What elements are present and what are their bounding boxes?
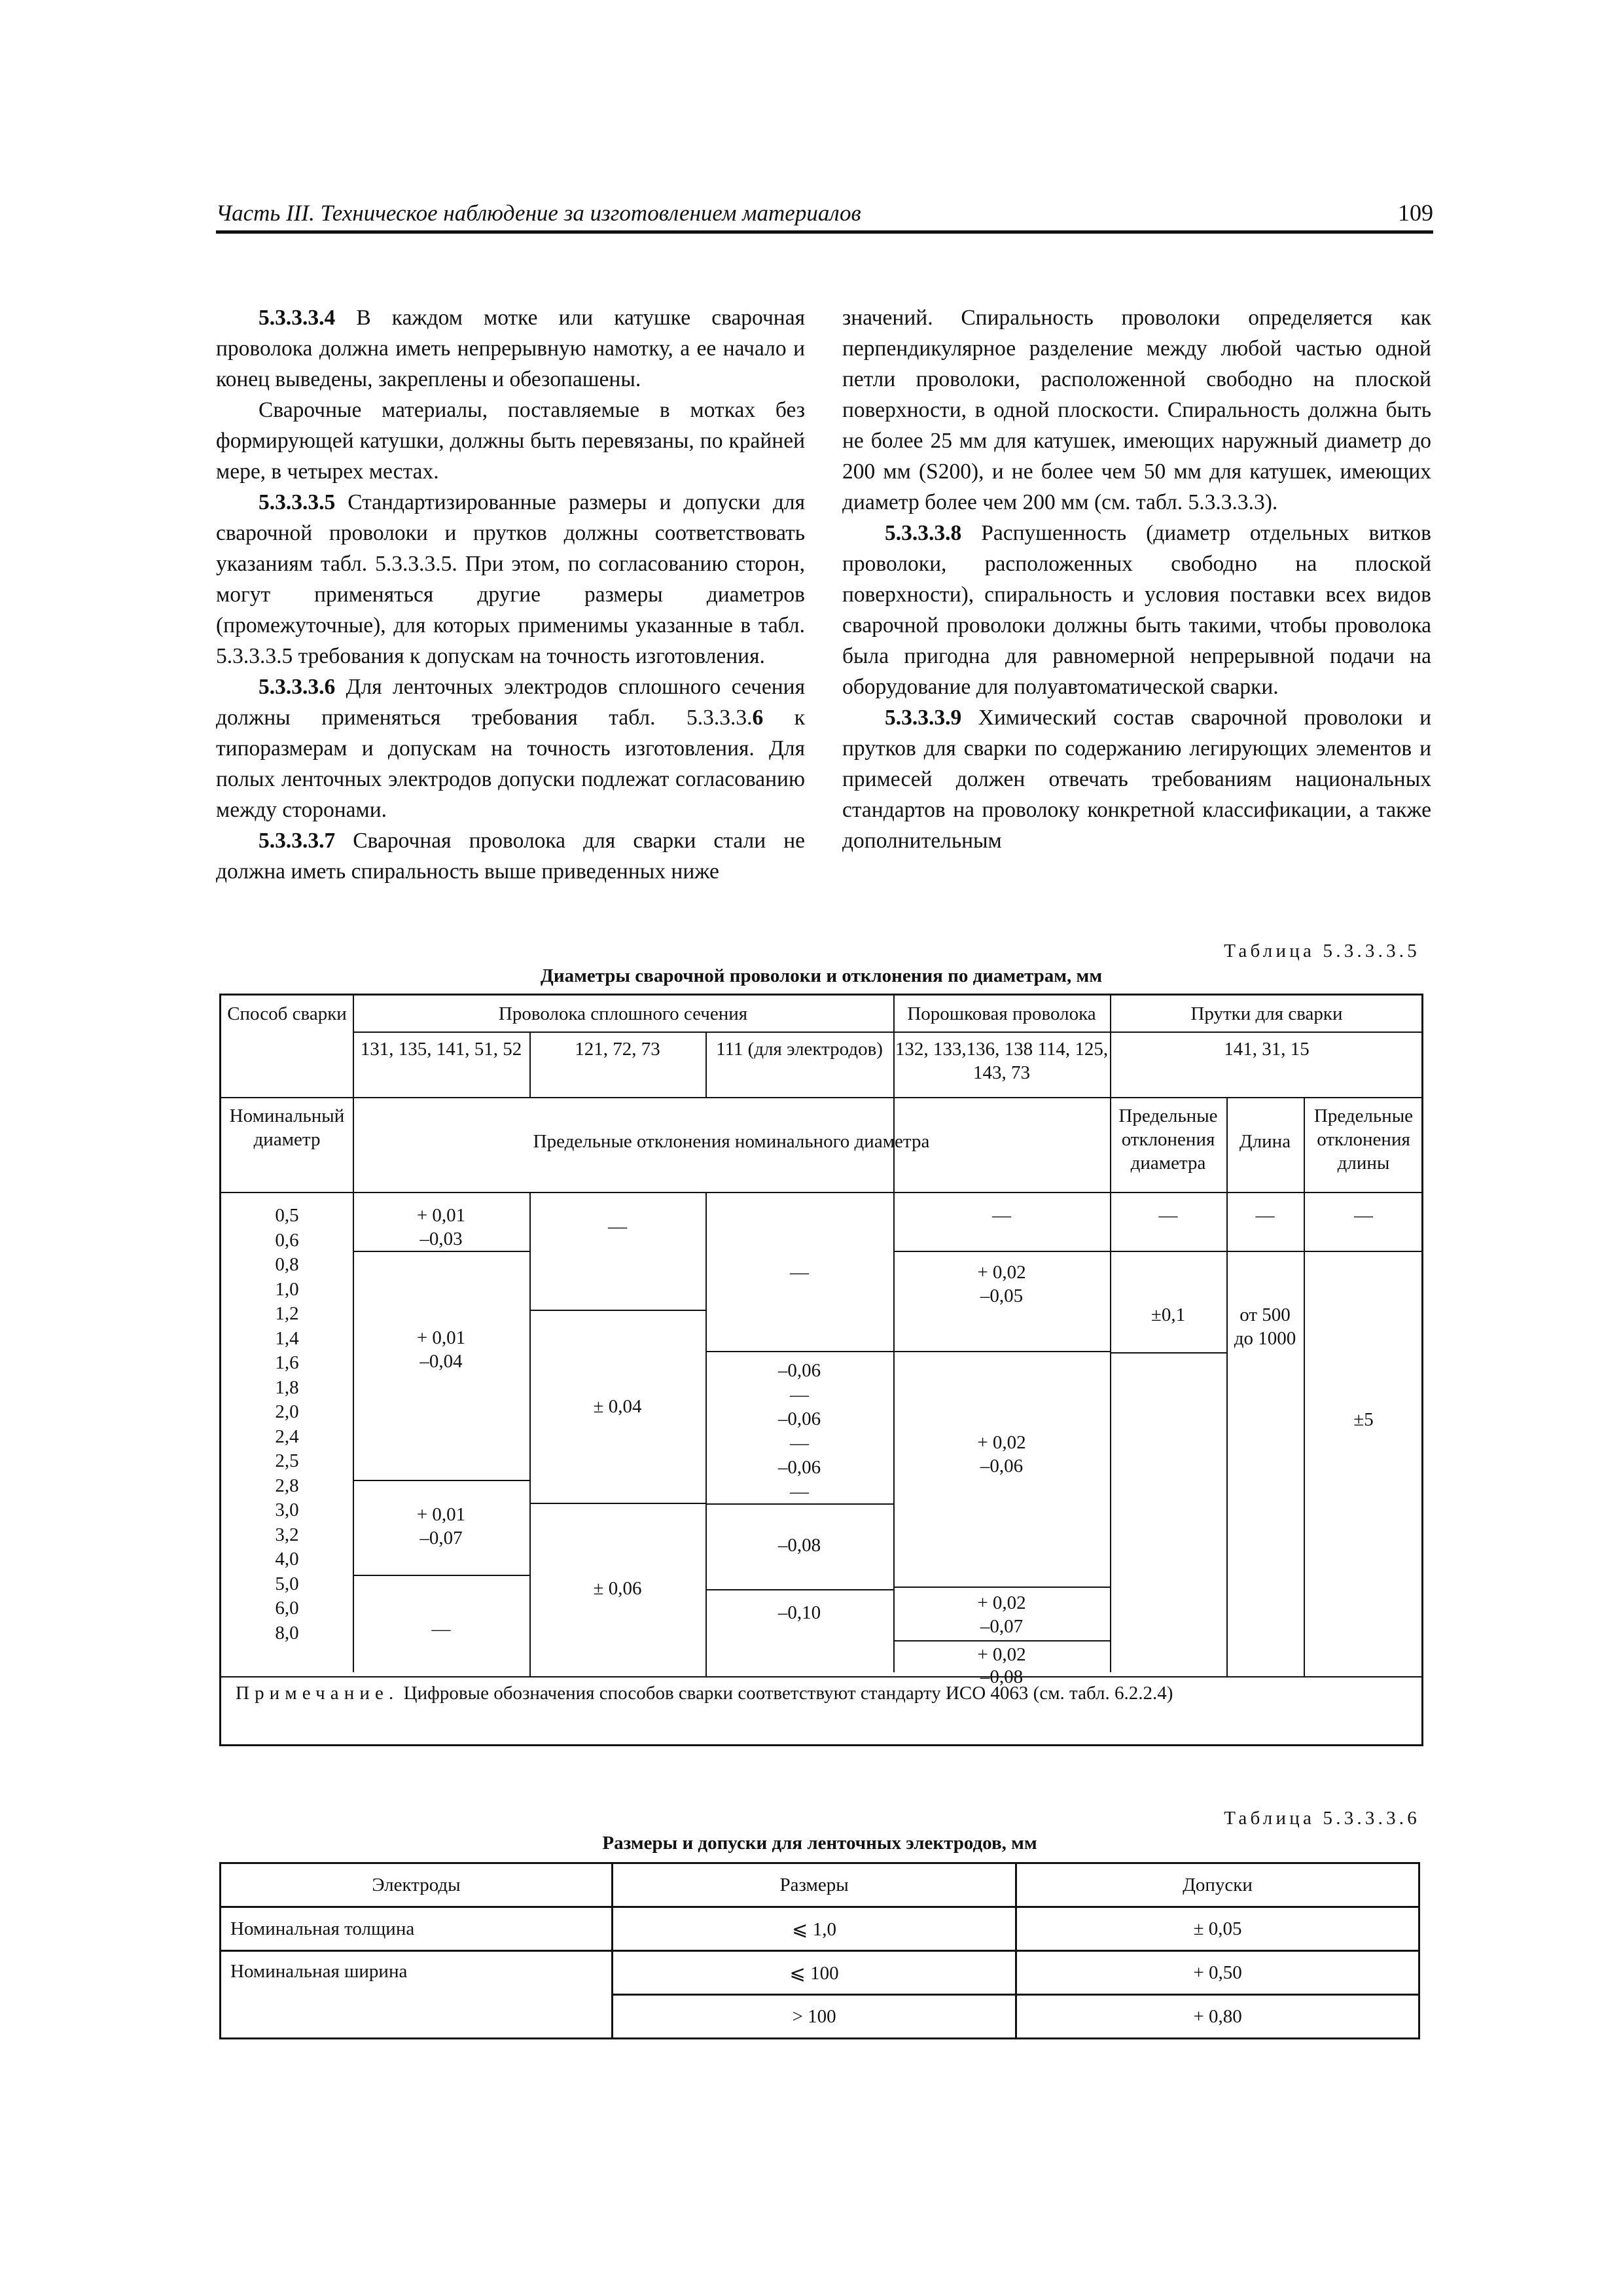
grid-line [705, 1589, 893, 1590]
tolerance-cell: ± 0,06 [593, 1578, 642, 1599]
table-row [221, 1951, 1419, 1995]
tolerance-cell: + 0,02 –0,06 [977, 1432, 1026, 1477]
grid-line [1110, 1251, 1226, 1252]
tolerance-cell: + 0,01 –0,03 [416, 1205, 466, 1249]
clause-number: 5.3.3.3.4 [259, 306, 336, 330]
paragraph-text: Сварочные материалы, поставляемые в мотках без формирующей катушки, должны быть перевязаны, по крайней мере, в четырех местах. [216, 398, 805, 484]
header-solid-2: 121, 72, 73 [575, 1039, 660, 1060]
tolerance-value: –0,06 [777, 1360, 821, 1381]
diameter-value: 1,8 [275, 1376, 299, 1398]
grid-line [529, 1192, 531, 1676]
tolerance-value: — [790, 1433, 809, 1454]
paragraph-5-3-3-3-9 [842, 702, 1431, 856]
diameter-value: 4,0 [275, 1549, 299, 1570]
note-label: Примечание. [236, 1683, 399, 1704]
header-solid-3: 111 (для электродов) [716, 1039, 883, 1060]
header-nominal: Номинальный диаметр [229, 1105, 345, 1150]
table-header-row [221, 1863, 1419, 1907]
header-flux-1: 132, 133,136, 138 114, 125, 143, 73 [895, 1039, 1109, 1083]
paragraph-text: Стандартизированные размеры и допуски для сварочной проволоки и прутков должны соответствовать указаниям табл. 5.3.3.3.5. При этом, по согласованию сторон, могут применяться другие размеры диаметров (промежуточные), для которых применимы указанные в табл. 5.3.3.3.5 требования к допускам на точность изготовления. [216, 490, 805, 668]
diameter-value: 1,4 [275, 1327, 299, 1349]
tolerance-cell: — [431, 1619, 451, 1640]
paragraph-coil-tie [216, 395, 805, 487]
nominal-diameters [221, 1204, 353, 1645]
header-tolerances: Допуски [1016, 1863, 1419, 1907]
tolerance-cell: –0,10 [777, 1602, 821, 1623]
grid-line [705, 1351, 893, 1352]
tolerance-cell: + 0,02 –0,07 [977, 1592, 1026, 1637]
header-sizes: Размеры [613, 1863, 1016, 1907]
rod-length-cell: — [1255, 1205, 1275, 1226]
header-solid-wire: Проволока сплошного сечения [498, 1003, 748, 1024]
header-length: Длина [1239, 1131, 1291, 1152]
grid-line [893, 1587, 1110, 1588]
grid-line [353, 1480, 529, 1481]
running-title: Часть III. Техническое наблюдение за изготовлением материалов [216, 200, 861, 226]
bold-suffix: 6 [752, 706, 764, 730]
rod-deviation-cell: ±0,1 [1150, 1304, 1186, 1325]
electrode-name: Номинальная ширина [221, 1951, 613, 2039]
table-title: Размеры и допуски для ленточных электродов, мм [602, 1833, 1037, 1854]
tolerance-value: — [790, 1384, 809, 1405]
rod-deviation-cell: — [1158, 1205, 1178, 1226]
tolerance-value: –0,06 [777, 1408, 821, 1429]
diameter-value: 0,8 [275, 1254, 299, 1275]
paragraph-text: Сварочная проволока для сварки стали не должна иметь спиральность выше приведенных ниже [216, 829, 805, 884]
electrode-size: ⩽ 1,0 [613, 1907, 1016, 1951]
diameter-value: 3,0 [275, 1499, 299, 1520]
paragraph-text: к типоразмерам и допускам на точность изготовления. Для полых ленточных электродов допуски подлежат согласованию между сторонами. [216, 706, 805, 822]
tolerance-stack [705, 1359, 893, 1504]
electrode-tolerance: + 0,80 [1016, 1995, 1419, 2039]
diameter-value: 2,4 [275, 1426, 299, 1447]
header-rods-1: 141, 31, 15 [1224, 1039, 1310, 1060]
diameter-value: 1,2 [275, 1303, 299, 1324]
electrode-tolerance: + 0,50 [1016, 1951, 1419, 1995]
diameter-value: 6,0 [275, 1598, 299, 1619]
grid-line [1226, 1251, 1304, 1252]
grid-line [1304, 1251, 1421, 1252]
paragraph-text: Распушенность (диаметр отдельных витков проволоки, расположенных свободно на плоской поверхности), спиральность и условия поставки всех видов сварочной проволоки должны быть такими, чтобы проволока была пригодна для равномерной непрерывной подачи на оборудование для полуавтоматической сварки. [842, 521, 1431, 699]
clause-number: 5.3.3.3.7 [259, 829, 336, 853]
table-row [221, 1907, 1419, 1951]
paragraph-5-3-3-3-5 [216, 487, 805, 672]
diameter-value: 3,2 [275, 1524, 299, 1545]
table-title: Диаметры сварочной проволоки и отклонения по диаметрам, мм [540, 965, 1103, 986]
grid-line [893, 1640, 1110, 1641]
rod-length-deviation-cell: — [1354, 1205, 1373, 1226]
paragraph-5-3-3-3-6 [216, 672, 805, 825]
rod-length-deviation-cell: ±5 [1353, 1409, 1374, 1430]
grid-line [1110, 1352, 1226, 1354]
diameter-value: 8,0 [275, 1622, 299, 1643]
electrode-tolerance: ± 0,05 [1016, 1907, 1419, 1951]
grid-line [529, 1503, 705, 1504]
grid-line [221, 1097, 1421, 1098]
paragraph-5-3-3-3-8 [842, 518, 1431, 702]
header-deviation: Предельные отклонения номинального диаметра [533, 1131, 930, 1152]
right-column [842, 302, 1431, 856]
diameter-value: 2,8 [275, 1475, 299, 1496]
grid-line [353, 1251, 529, 1252]
tolerance-cell: + 0,02 –0,08 [977, 1644, 1026, 1687]
table-note [236, 1683, 1173, 1704]
clause-number: 5.3.3.3.5 [259, 490, 336, 514]
grid-line [221, 1676, 1421, 1677]
electrode-size: > 100 [613, 1995, 1016, 2039]
grid-line [893, 1351, 1110, 1352]
grid-line [353, 1031, 1421, 1033]
tolerance-value: — [790, 1481, 809, 1502]
tolerance-cell: — [992, 1205, 1011, 1226]
diameter-value: 0,6 [275, 1229, 299, 1251]
grid-line [529, 1310, 705, 1311]
header-solid-1: 131, 135, 141, 51, 52 [360, 1039, 522, 1060]
paragraph-continued [842, 302, 1431, 518]
tolerance-value: –0,06 [777, 1457, 821, 1478]
rod-length-cell: от 500 до 1000 [1234, 1304, 1296, 1349]
grid-line [1226, 1097, 1228, 1676]
clause-number: 5.3.3.3.6 [259, 675, 336, 699]
grid-line [893, 1251, 1110, 1252]
grid-line [353, 1575, 529, 1576]
left-column [216, 302, 805, 887]
page-number: 109 [1398, 200, 1433, 226]
paragraph-5-3-3-3-4 [216, 302, 805, 395]
header-electrodes: Электроды [221, 1863, 613, 1907]
clause-number: 5.3.3.3.8 [885, 521, 962, 545]
tolerance-cell: ± 0,04 [593, 1396, 642, 1417]
tolerance-cell: + 0,01 –0,04 [416, 1327, 466, 1372]
diameter-value: 2,0 [275, 1401, 299, 1422]
electrode-name: Номинальная толщина [221, 1907, 613, 1951]
tolerance-cell: + 0,02 –0,05 [977, 1262, 1026, 1306]
strip-electrode-table [219, 1862, 1420, 2039]
clause-number: 5.3.3.3.9 [885, 706, 962, 730]
paragraph-text: Химический состав сварочной проволоки и прутков для сварки по содержанию легирующих элементов и примесей должен отвечать требованиям национальных стандартов на проволоку конкретной классификации, а также дополнительным [842, 706, 1431, 853]
page-header [216, 196, 1433, 234]
grid-line [221, 1192, 1421, 1193]
table-caption: Таблица 5.3.3.3.6 [1224, 1808, 1420, 1829]
header-length-deviation: Предельные отклонения длины [1313, 1105, 1414, 1174]
diameter-value: 5,0 [275, 1573, 299, 1594]
diameter-value: 0,5 [275, 1205, 299, 1226]
electrode-size: ⩽ 100 [613, 1951, 1016, 1995]
tolerance-cell: — [790, 1262, 809, 1283]
header-rods: Прутки для сварки [1190, 1003, 1343, 1024]
paragraph-text: В каждом мотке или катушке сварочная проволока должна иметь непрерывную намотку, а ее начало и конец выведены, закреплены и обезопашены. [216, 306, 805, 391]
paragraph-text: значений. Спиральность проволоки определяется как перпендикулярное разделение между любой частью одной петли проволоки, расположенной свободно на плоской поверхности, в одной плоскости. Спиральность должна быть не более 25 мм для катушек, имеющих наружный диаметр до 200 мм (S200), и не более чем 50 мм для катушек, имеющих диаметр более чем 200 мм (см. табл. 5.3.3.3.3). [842, 306, 1431, 514]
tolerance-cell: –0,08 [777, 1535, 821, 1556]
diameter-value: 1,6 [275, 1352, 299, 1373]
header-rod-deviation: Предельные отклонения диаметра [1118, 1105, 1218, 1174]
tolerance-cell: + 0,01 –0,07 [416, 1504, 466, 1549]
wire-diameter-table [219, 994, 1423, 1746]
diameter-value: 2,5 [275, 1450, 299, 1471]
grid-line [1304, 1097, 1305, 1676]
header-flux-wire: Порошковая проволока [907, 1003, 1096, 1024]
note-text: Цифровые обозначения способов сварки соответствуют стандарту ИСО 4063 (см. табл. 6.2.2.4) [399, 1683, 1173, 1704]
paragraph-text: Для ленточных электродов сплошного сечения должны применяться требования табл. 5.3.3.3. [216, 675, 805, 730]
table-caption: Таблица 5.3.3.3.5 [1224, 941, 1420, 961]
tolerance-cell: — [608, 1216, 627, 1237]
paragraph-5-3-3-3-7 [216, 825, 805, 887]
diameter-value: 1,0 [275, 1278, 299, 1300]
header-method: Способ сварки [227, 1003, 347, 1024]
